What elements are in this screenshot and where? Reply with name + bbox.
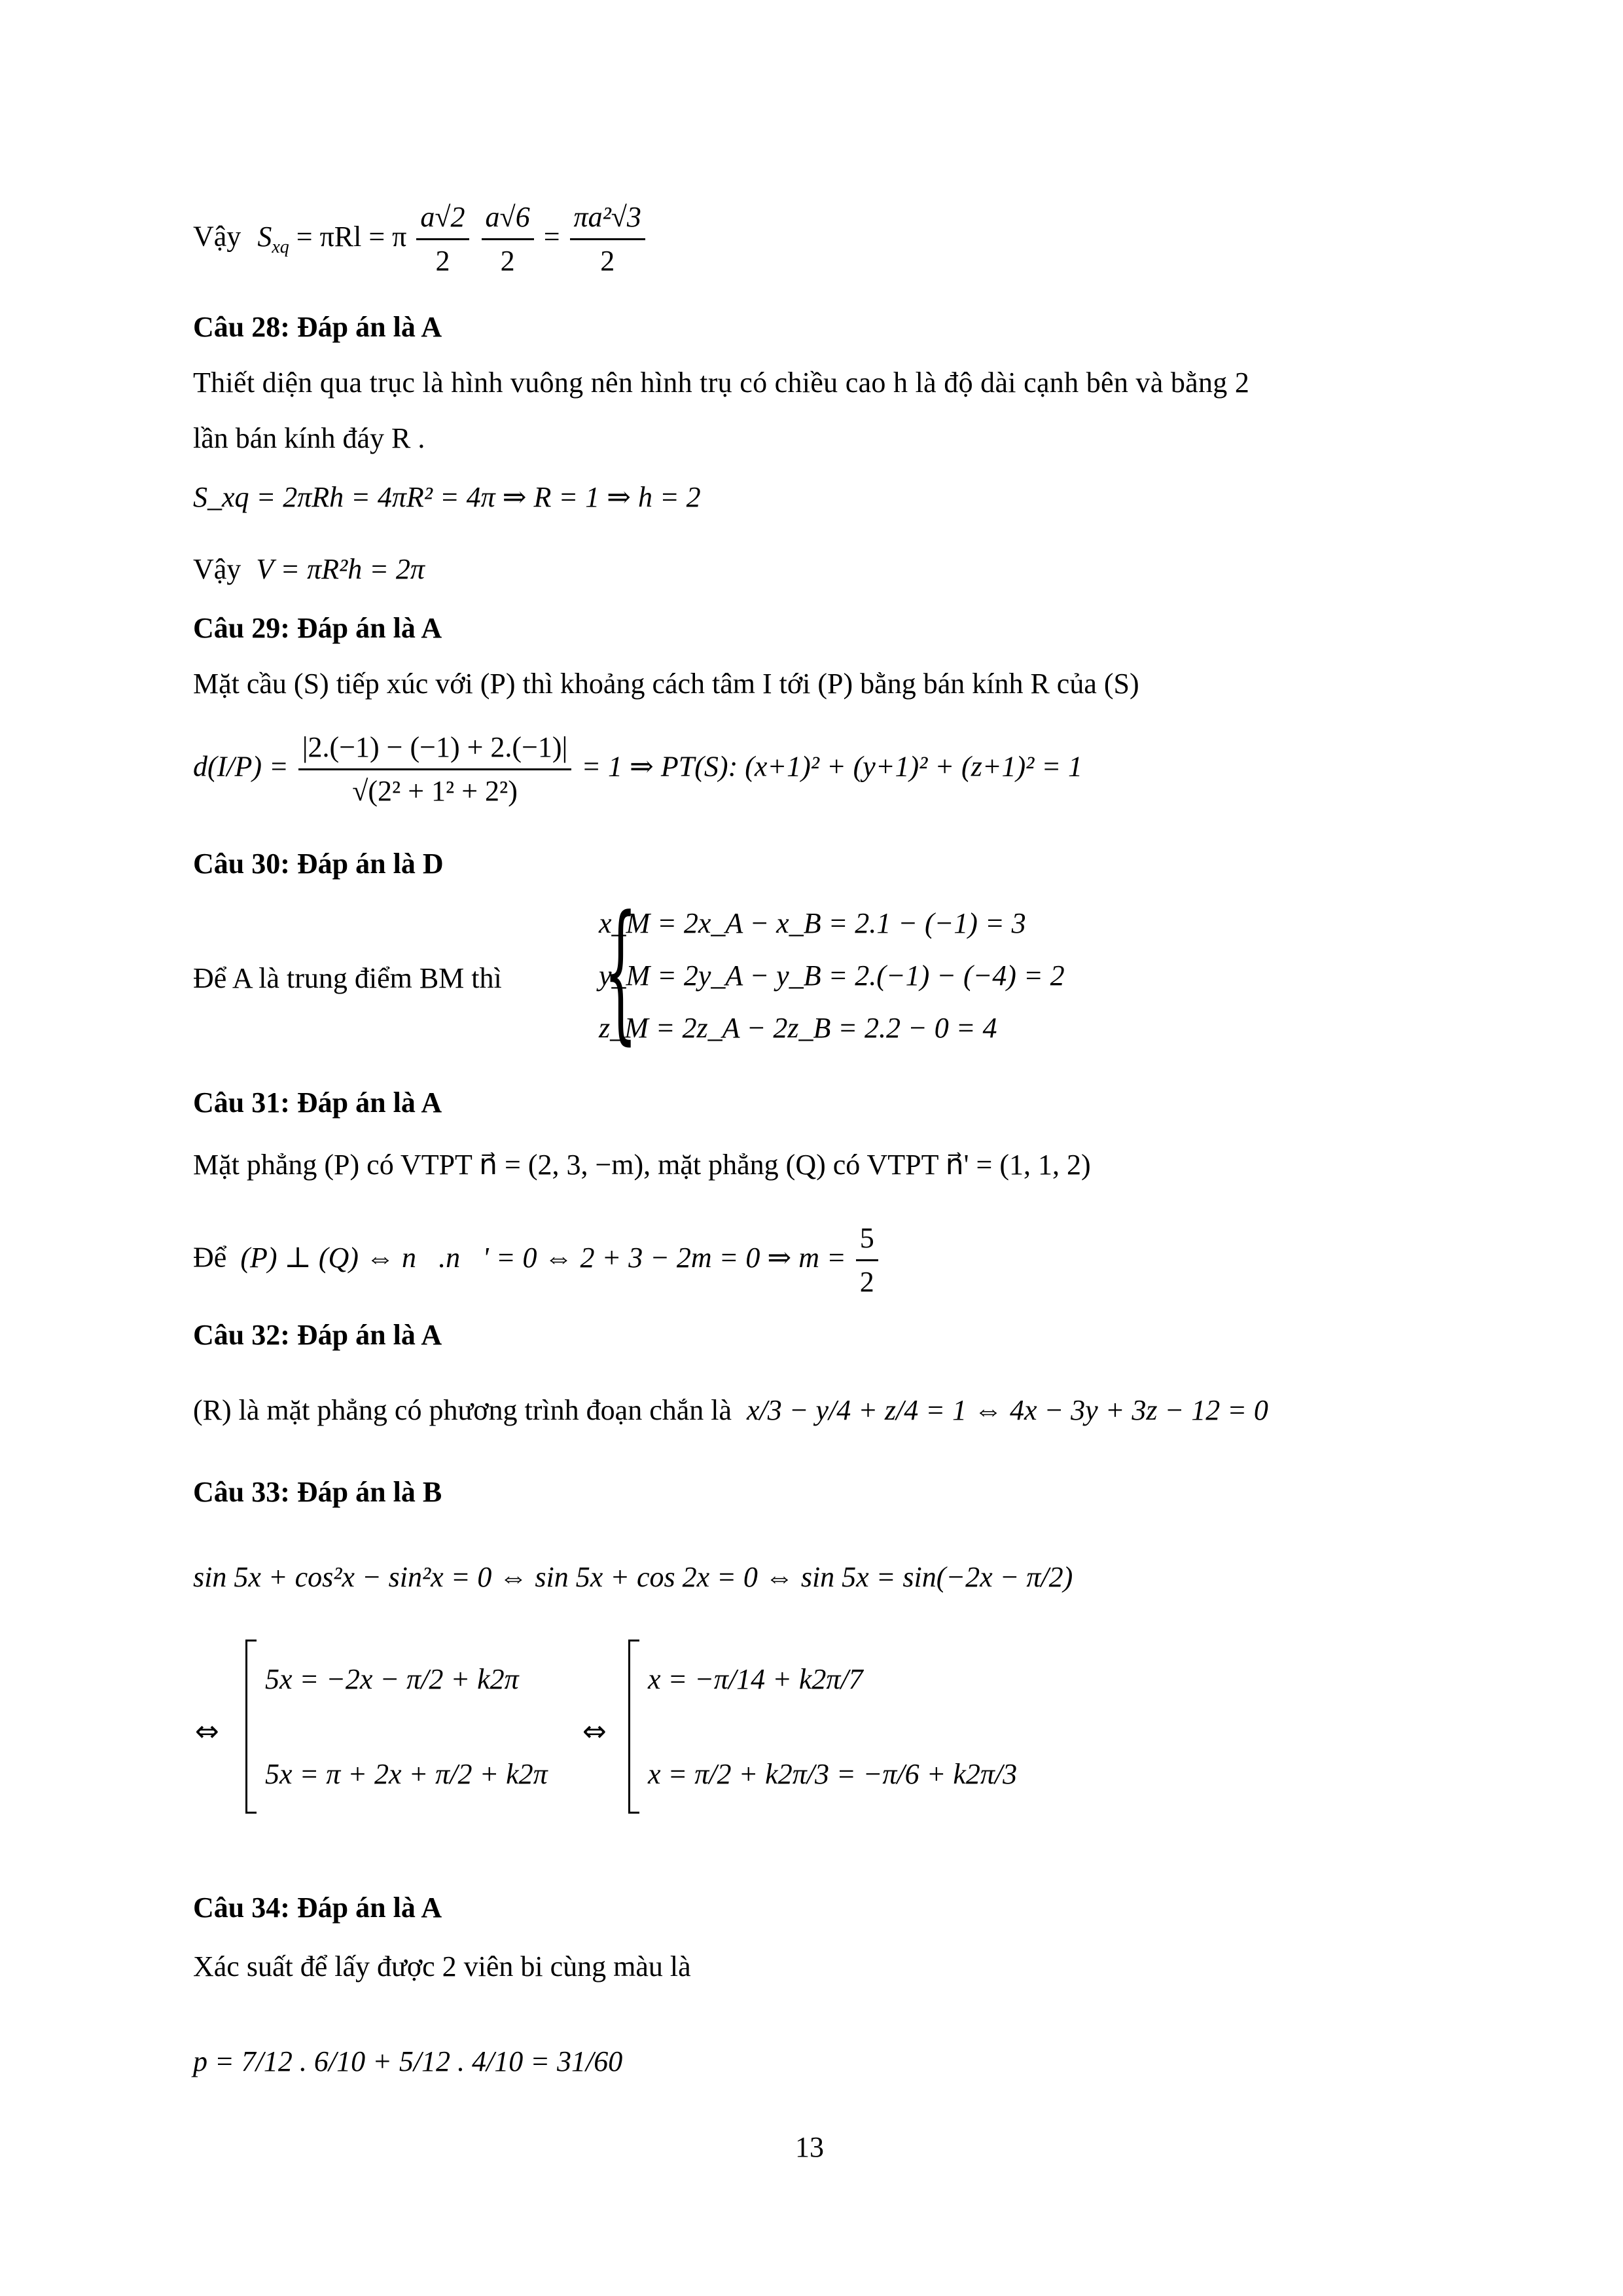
page-number: 13 bbox=[795, 2131, 824, 2163]
q32-line bbox=[193, 1391, 1268, 1430]
q32-lead: (R) là mặt phẳng có phương trình đoạn chắn là bbox=[193, 1394, 732, 1426]
q31-line2 bbox=[193, 1217, 881, 1303]
q30-brace: { bbox=[603, 884, 637, 1059]
q29-denominator: √(2² + 1² + 2²) bbox=[352, 775, 518, 807]
q34-line1: Xác suất để lấy được 2 viên bi cùng màu là bbox=[193, 1950, 691, 1982]
q33-heading: Câu 33: Đáp án là B bbox=[193, 1476, 442, 1508]
q32-heading: Câu 32: Đáp án là A bbox=[193, 1319, 442, 1351]
q31-fraction: $\frac{5}{2}$ bbox=[856, 1217, 878, 1303]
q34-formula: p = 7/12 . 6/10 + 5/12 . 4/10 = 31/60 bbox=[193, 2045, 623, 2077]
q29-rhs: = 1 ⇒ PT(S): (x+1)² + (y+1)² + (z+1)² = 1 bbox=[581, 750, 1083, 783]
q29-fraction bbox=[298, 726, 572, 812]
q28-formula2-text: Vậy bbox=[193, 553, 241, 585]
q28-formula2-line bbox=[193, 550, 425, 589]
q34-heading: Câu 34: Đáp án là A bbox=[193, 1892, 442, 1924]
q30-heading: Câu 30: Đáp án là D bbox=[193, 848, 444, 880]
q33-case-b1: x = −π/14 + k2π/7 bbox=[648, 1663, 863, 1695]
q30-row-z: z_M = 2z_A − 2z_B = 2.2 − 0 = 4 bbox=[599, 1012, 997, 1044]
q30-row-x: x_M = 2x_A − x_B = 2.1 − (−1) = 3 bbox=[599, 907, 1026, 939]
intro-formula: $S_{xq} = \pi Rl = \pi$ $\frac{a√2}{2}$ $\frac{a√6}{2}$ = $\frac{\text{πa²√3}}{2}$ bbox=[257, 221, 648, 253]
q29-line1: Mặt cầu (S) tiếp xúc với (P) thì khoảng cách tâm I tới (P) bằng bán kính R của (S) bbox=[193, 668, 1139, 700]
q31-line1: Mặt phẳng (P) có VTPT n⃗ = (2, 3, −m), mặt phẳng (Q) có VTPT n⃗' = (1, 1, 2) bbox=[193, 1149, 1091, 1181]
q33-bracket-a bbox=[245, 1640, 257, 1814]
q28-formula1: S_xq = 2πRh = 4πR² = 4π ⇒ R = 1 ⇒ h = 2 bbox=[193, 481, 701, 513]
q28-formula2: V = πR²h = 2π bbox=[256, 553, 425, 585]
q28-line1: Thiết diện qua trục là hình vuông nên hình trụ có chiều cao h là độ dài cạnh bên và bằng 2 bbox=[193, 367, 1250, 399]
intro-text: Vậy bbox=[193, 220, 241, 253]
q33-case-a2: 5x = π + 2x + π/2 + k2π bbox=[265, 1758, 548, 1790]
q29-lhs: d(I/P) = bbox=[193, 750, 289, 783]
q33-line1: sin 5x + cos²x − sin²x = 0 ⇔ sin 5x + cos 2x = 0 ⇔ sin 5x = sin(−2x − π/2) bbox=[193, 1561, 1073, 1593]
q32-formula: x/3 − y/4 + z/4 = 1 ⇔ 4x − 3y + 3z − 12 = 0 bbox=[747, 1394, 1268, 1426]
q28-line2: lần bán kính đáy R . bbox=[193, 422, 425, 454]
q33-case-b2: x = π/2 + k2π/3 = −π/6 + k2π/3 bbox=[648, 1758, 1018, 1790]
q33-bracket-b bbox=[628, 1640, 639, 1814]
q29-formula bbox=[193, 726, 1082, 812]
q30-row-y: y_M = 2y_A − y_B = 2.(−1) − (−4) = 2 bbox=[599, 960, 1065, 992]
q30-lead: Để A là trung điểm BM thì bbox=[193, 962, 502, 994]
q28-heading: Câu 28: Đáp án là A bbox=[193, 311, 442, 343]
q31-heading: Câu 31: Đáp án là A bbox=[193, 1086, 442, 1119]
q31-line2-text: Để bbox=[193, 1241, 227, 1274]
q29-numerator: |2.(−1) − (−1) + 2.(−1)| bbox=[298, 726, 572, 770]
q33-equiv-2: ⇔ bbox=[582, 1715, 607, 1748]
intro-line bbox=[193, 196, 648, 282]
q33-case-a1: 5x = −2x − π/2 + k2π bbox=[265, 1663, 519, 1695]
q33-equiv-1: ⇔ bbox=[195, 1715, 219, 1748]
q29-heading: Câu 29: Đáp án là A bbox=[193, 612, 442, 644]
q31-line2-formula: (P) ⊥ (Q) ⇔ n⃗.n⃗' = 0 ⇔ 2 + 3 − 2m = 0 ⇒ m = bbox=[240, 1241, 846, 1274]
